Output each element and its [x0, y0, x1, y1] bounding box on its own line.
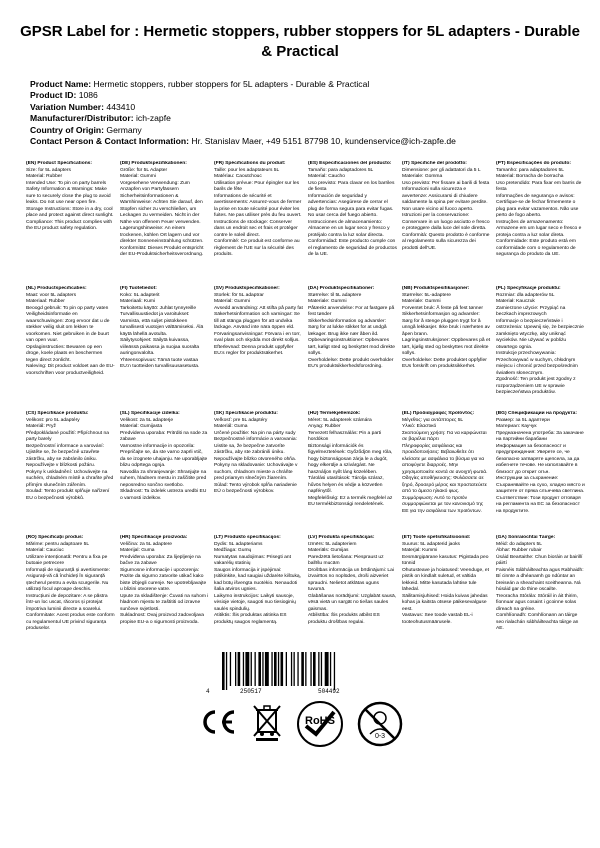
spec-heading: (GA) Sonraíochtaí Táirge:	[496, 535, 556, 540]
barcode-bar	[222, 652, 225, 690]
spec-heading: (HR) Specifikacije proizvoda:	[120, 535, 188, 540]
info-manufacturer: Manufacturer/Distributor: ich-zapfe	[30, 113, 171, 124]
spec-heading: (CS) Specifikace produktu:	[26, 411, 89, 416]
spec-block	[402, 411, 491, 529]
compliance-logos	[0, 700, 600, 760]
spec-heading: (FI) Tuotetiedot:	[120, 286, 157, 291]
barcode-bar	[258, 652, 261, 686]
barcode-bar	[301, 652, 304, 686]
spec-block	[496, 535, 585, 653]
spec-text: Maat: voor 5L adapters Materiaal: Rubber Beoogd gebruik: To pin op party vaten Veiligheidsinformatie en waarschuwingen: Zorg ervoor dat u de stekker veilig sluit om lekken te voorkomen. Niet gebruiken in de buurt van open vuur. Opslaginstructies: Bewaren op een droge, koele plaats en beschermen tegen direct zonlicht. Naleving: Dit product voldoet aan de EU-voorschriften voor productveiligheid.	[26, 292, 115, 376]
spec-text: Størrelse: til 5L adaptere Materiale: Gummi Påtænkt anvendelse: For at fastgøre på fest tønder Sikkerhedsinformation og advarsler: Sørg for at lukke stikket for at undgå lækager. Brug ikke nær åben ild. Opbevaringsinstruktioner: Opbevares tørt, køligt sted og beskyttet mod direkte sollys. Overholdelse: Dette produkt overholder EU's produktsikkerhedsforordning.	[308, 292, 395, 369]
spec-heading: (RO) Specificații produs:	[26, 535, 84, 540]
spec-heading: (ET) Toote spetsifikatsioonid:	[402, 535, 471, 540]
barcode-bar	[297, 652, 298, 686]
info-contact: Contact Person & Contact Information: Hr. Stanislav Maer, +49 5151 87798 10, kundenservice@ich-zapfe.de	[30, 136, 456, 147]
product-info	[30, 79, 590, 147]
barcode-bars	[220, 652, 380, 690]
spec-block	[308, 286, 397, 404]
spec-heading: (DE) Produktspezifikationen:	[120, 161, 187, 166]
barcode-bar	[271, 652, 272, 686]
barcode-bar	[321, 652, 322, 686]
spec-text: Veľkosť: pre 5L adaptéry Materiál: Guma Určené použitie: Na pin na párty sudy Bezpečnostné informácie a varovania: Uistite sa, že bezpečne zatvoríte zástrčku, aby ste zabránili úniku. Nepoužívajte blízko otvoreného ohňa. Pokyny na skladovanie: Uchovávajte v suchom, chladnom mieste a chráňte pred priamym slnečným žiarením. Súlad: Tento výrobok spĺňa nariadenie EÚ o bezpečnosti výrobkov.	[214, 417, 298, 494]
spec-text: Størrelse: 5L-adaptere Materiale: Gummi Forventet bruk: Å feste på fest tønner Sikkerhetsinformasjon og advarsler: Sørg for å stenge pluggen trygt for å unngå lekkasjer. Ikke bruk i nærheten av åpen brann. Lagringsinstruksjoner: Oppbevares på et tørt, kjølig sted og beskyttes mot direkte sollys. Overholdelse: Dette produktet oppfyller EUs forskrift om produktsikkerhet.	[402, 292, 491, 369]
page-title: GPSR Label for : Hermetic stoppers, rubber stoppers for 5L adapters - Durable & Practical	[20, 23, 580, 60]
spec-heading: (IT) Specifiche del prodotto:	[402, 161, 467, 166]
spec-block	[402, 161, 491, 279]
weee-bin-icon	[252, 702, 282, 742]
spec-text: Méret: 5L adapterek számára Anyag: Rubber Tervezett felhasználás: Pin a parti hordókon Biztonsági információk és figyelmeztetések: Győződjön meg róla, hogy biztonságosan zárja le a dugót, hogy elkerülje a szivárgást. Ne használjon nyílt láng közelében. Tárolási utasítások: Tárolja száraz, hűvös helyen és védje a közvetlen napfénytől. Megfelelőség: Ez a termék megfelel az EU termékbiztonsági rendeletének.	[308, 417, 393, 507]
spec-text: Méid: do adapters 5L Ábhar: Rubber rubair Úsáid Beartaithe: Chun bioráin ar bairillí páirtí Faisnéis Sábháilteachta agus Rabhaidh: Bí cinnte a dhéanamh go ndúntar an breiseán a sheachaint sceitheanna. Ná húsáid gar do thine oscailte. Treoracha Stórála: Stóráil in áit thirim, fionnuar agus cosaint i gcoinne solas díreach na gréine. Comhlíonadh: Comhlíonann an táirge seo rialachán sábháilteachta táirge an AE.	[496, 541, 584, 631]
barcode-bar	[294, 652, 295, 686]
spec-block	[496, 286, 585, 404]
barcode-bar	[286, 652, 287, 686]
barcode-bar	[330, 652, 331, 686]
barcode-digit-prefix: 4	[206, 688, 210, 695]
spec-block	[496, 161, 585, 279]
spec-block	[496, 411, 585, 529]
barcode-bar	[318, 652, 319, 686]
spec-text: Dydis: 5L adapteriams Medžiaga: Gumų Numatytas naudojimas: Prisegti ant vakarėlių statinių Saugos informacija ir įspėjimai: Įsitikinkite, kad saugiai uždarėte kištuką, kad būtų išvengta nuotėkio. Nenaudoti šalia atviros ugnies. Laikymo instrukcijos: Laikyti sausoje, vėsioje vietoje, saugoti nuo tiesioginių saulės spindulių. Atitiktis: Šis produktas atitinka ES produktų saugos reglamentą.	[214, 541, 301, 625]
spec-text: Velikost: za 5L adapterje Material: Gumijasta Predvidena uporaba: Pritrditi na sode za zabave Varnostne informacije in opozorila: Prepričajte se, da ste varno zaprli vtič, da se izognete uhajanju. Ne uporabljajte blizu odprtega ognja. Navodila za shranjevanje: Shranjujte na suhem, hladnem mestu in zaščitite pred neposredno sončno svetlobo. Skladnost: Ta izdelek ustreza uredbi EU o varnosti izdelkov.	[120, 417, 208, 501]
spec-heading: (FR) Spécifications du produit:	[214, 161, 286, 166]
barcode-bar	[291, 652, 292, 686]
spec-block	[402, 286, 491, 404]
spec-text: Koko: 5L adapterit Materiaali: Kumi Tarkoitettu käyttö: Juhlat tynnyreille Turvallisuustiedot ja varoitukset: Varmista, että suljet pistokkeen turvallisesti vuotojen välttämiseksi. Älä käytä lähellä avotulta. Säilytysohjeet: Säilytä kuivassa, viileässä paikassa ja suojaa suoralta auringonvalolta. Yhteensopivuus: Tämä tuote vastaa EU:n tuotteiden turvallisuusasetusta.	[120, 292, 204, 369]
spec-block	[26, 535, 115, 653]
spec-block	[214, 161, 303, 279]
spec-heading: (PT) Especificações do produto:	[496, 161, 571, 166]
info-country-of-origin: Country of Origin: Germany	[30, 124, 142, 135]
ce-mark-icon	[198, 708, 238, 736]
barcode-bar	[281, 652, 284, 686]
spec-heading: (DA) Produktspecifikationer:	[308, 286, 375, 291]
spec-text: Velikost: pro 5L adaptéry Materiál: Pryž Předpokládané použití: Připíchnout na party barely Bezpečnostní informace a varování: Ujistěte se, že bezpečně uzavřete zástrčku, aby se zabránilo úniku. Nepoužívejte v blízkosti požáru. Pokyny k uskladnění: Uchovávejte na suchém, chladném místě a chraňte před přímým slunečním zářením. Soulad: Tento produkt splňuje nařízení EU o bezpečnosti výrobků.	[26, 417, 114, 501]
spec-text: Mărime: pentru adaptoare 5L Material: Cauciuc Utilizare intenționată: Pentru a fixa pe butoaie petrecere Informații de siguranță și avertismente: Asigurați-vă că închideți în siguranță ștecherul pentru a evita scurgerile. Nu utilizați focul aproape deschis. Instrucțiuni de depozitare: A se păstra într-un loc uscat, răcoros și protejat împotriva luminii directe a soarelui. Conformitate: Acest produs este conform cu regulamentul UE privind siguranța produselor.	[26, 541, 115, 631]
barcode-bar	[313, 652, 316, 686]
info-product-id: Product ID: 1086	[30, 90, 98, 101]
age-warning-icon	[356, 700, 404, 748]
barcode-bar	[305, 652, 306, 686]
barcode-bar	[245, 652, 249, 686]
spec-block	[120, 286, 209, 404]
spec-heading: (NB) Produktspesifikasjoner:	[402, 286, 470, 291]
spec-text: Tamanho: para adaptadores 5L Material: Borracha de borracha Uso pretendido: Para fixar em barris de festa Informações de segurança e avisos: Certifique-se de fechar firmemente o plug para evitar vazamentos. Não use perto de fogo aberto. Instruções de armazenamento: Armazene em um lugar seco e fresco e proteja contra a luz solar direta. Conformidade: Este produto está em conformidade com o regulamento de segurança do produto da UE.	[496, 167, 582, 257]
spec-block	[308, 535, 397, 653]
spec-text: Storlek: för 5L adaptrar Material: Gummi Avsedd användning: Att stifta på party fat Säkerhetsinformation och varningar: Se till att stänga pluggen för att undvika läckage. Använd inte nära öppen eld. Förvaringsanvisningar: Förvara i en torr, sval plats och skydda mot direkt solljus. Efterlevnad: Denna produkt uppfyller EU:s regler för produktsäkerhet.	[214, 292, 303, 356]
spec-heading: (NL) Productspecificaties:	[26, 286, 87, 291]
spec-block	[308, 411, 397, 529]
spec-heading: (HU) Termékjellemzők:	[308, 411, 361, 416]
spec-heading: (PL) Specyfikacje produktu:	[496, 286, 561, 291]
barcode-bar	[310, 652, 311, 686]
ean-barcode	[220, 652, 380, 690]
barcode-digits-right: 504492	[318, 688, 340, 695]
barcode-bar	[235, 652, 236, 686]
spec-text: Veličina: za 5L adaptere Materijal: Guma Predviđena uporaba: Za lijepljenje na bačve za zabave Sigurnosne informacije i upozorenja: Pazite da sigurno zatvorite utikač kako biste izbjegli curenje. Ne upotrebljavajte u blizini otvorene vatre. Upute za skladištenje: Čuvati na suhom i hladnom mjestu te zaštititi od izravne sunčeve svjetlosti. Sukladnost: Ovaj proizvod zadovoljava propise EU-a o sigurnosti proizvoda.	[120, 541, 209, 625]
barcode-bar	[251, 652, 252, 686]
spec-block	[26, 411, 115, 529]
spec-text: Taille: pour les adaptateurs 5L Matériau: Caoutchouc Utilisation prévue: Pour épingler sur les barils de fête Informations de sécurité et avertissements: Assurez-vous de fermer la prise en toute sécurité pour éviter les fuites. Ne pas utiliser près du feu ouvert. Instructions de stockage: Conserver dans un endroit sec et frais et protéger contre le soleil direct. Conformité: Ce produit est conforme au règlement de l'UE sur la sécurité des produits.	[214, 167, 302, 257]
barcode-bar	[226, 652, 227, 690]
rohs-compliant-icon	[296, 700, 344, 748]
info-variation-number: Variation Number: 443410	[30, 101, 136, 112]
spec-block	[26, 161, 115, 279]
spec-heading: (BG) Спецификации на продукта:	[496, 411, 577, 416]
barcode-bar	[325, 652, 329, 686]
barcode-bar	[243, 652, 244, 686]
spec-text: Size: for 5L adapters Material: Rubber Intended Use: To pin on party barrels Safety Information & Warnings: Make sure to securely close the plug to avoid leaks. Do not use near open fire. Storage Instructions: Store in a dry, cool place and protect against direct sunlight. Compliance: This product complies with the EU product safety regulation.	[26, 167, 114, 231]
barcode-bar	[230, 652, 231, 686]
spec-text: Μέγεθος: για αντάπτορες 5L Υλικό: Ελαστικό Σκοπούμενη χρήση: Για να καρφώνεται σε βαρέλια πάρτι Πληροφορίες ασφάλειας και προειδοποιήσεις: Βεβαιωθείτε ότι κλείσατε με ασφάλεια το βύσμα για να αποφύγετε διαρροές. Μην χρησιμοποιείτε κοντά σε ανοιχτή φωτιά. Οδηγίες αποθήκευσης: Φυλάσσετε σε ξηρό, δροσερό μέρος και προστατεύετε από το άμεσο ηλιακό φως. Συμμόρφωση: Αυτό το προϊόν συμμορφώνεται με τον κανονισμό της ΕΕ για την ασφάλεια των προϊόντων.	[402, 417, 488, 514]
barcode-digits-left: 250517	[240, 688, 262, 695]
spec-text: Größe: für 5L Adapter Material: Gummi Vorgesehene Verwendung: Zum Anzapfen von Partyfässern Sicherheitsinformationen & Warnhinweise: Achten Sie darauf, den Stopfen sicher zu verschließen, um Leckagen zu vermeiden. Nicht in der Nähe von offenem Feuer verwenden. Lagerungshinweise: An einem trockenen, kühlen Ort lagern und vor direkter Sonneneinstrahlung schützen. Konformität: Dieses Produkt entspricht der EU-Produktsicherheitsverordnung.	[120, 167, 204, 257]
barcode-bar	[255, 652, 256, 686]
spec-block	[26, 286, 115, 404]
barcode-bar	[262, 652, 263, 686]
spec-text: Izmērs: 5L adapteriem Materiāls: Gumijas Paredzētā lietošana: Piespraust uz ballīšu mucām Drošības informācija un brīdinājumi: Lai izvairītos no noplūdes, droši aizveriet spraudni. Nelietot atklātas uguns tuvumā. Glabāšanas norādījumi: Uzglabāt sausā, vēsā vietā un sargāt no tiešas saules gaismas. Atbilstība: Šis produkts atbilst ES produktu drošības regulai.	[308, 541, 397, 625]
barcode-bar	[238, 652, 241, 686]
spec-heading: (ES) Especificaciones del producto:	[308, 161, 392, 166]
spec-block	[120, 161, 209, 279]
spec-heading: (SL) Specifikacije izdelka:	[120, 411, 180, 416]
barcode-bar	[334, 652, 335, 690]
age-label: 0-3	[374, 733, 386, 740]
spec-heading: (LT) Produkto specifikacijos:	[214, 535, 281, 540]
spec-block	[402, 535, 491, 653]
barcode-bar	[278, 652, 279, 686]
spec-heading: (SK) Špecifikácie produktu:	[214, 411, 278, 416]
spec-heading: (EN) Product Specifications:	[26, 161, 93, 166]
spec-block	[120, 411, 209, 529]
spec-text: Suurus: 5L adapterid jaoks Materjal: Kummi Eesmärgipärane kasutus: Pigistada peo tünnid Ohutusteave ja hoiatused: Veenduge, et pistik on kindlalt suletud, et vältida lekkeid. Mitte kasutada lahtise tule lähedal. Säilitamisjuhised: Hoida kuivas jahedas kohas ja kaitsta otsese päikesevalguse eest. Vastavus: See toode vastab EL-i tooteohutusmäärusele.	[402, 541, 490, 625]
spec-block	[214, 286, 303, 404]
info-product-name: Product Name: Hermetic stoppers, rubber stoppers for 5L adapters - Durable & Practical	[30, 79, 370, 89]
spec-text: Размер: за 5L адаптери Материал: Каучук Предназначена употреба: За закачане на партийни барабани Информация за безопасност и предупреждения: Уверете се, че безопасно затваряте щепсела, за да избегнете течове. Не използвайте в близост до открит огън. Инструкции за съхранение: Съхранявайте на сухо, хладно място и защитете от пряка слънчева светлина. Съответствие: Този продукт отговаря на регламента на ЕС за безопасност на продуктите.	[496, 417, 585, 514]
spec-block	[308, 161, 397, 279]
spec-text: Tamaño: para adaptadores 5L Material: Caucho Uso previsto: Para clavar en los barriles de fiesta Información de seguridad y advertencias: Asegúrese de cerrar el plug de forma segura para evitar fugas. No usar cerca del fuego abierto. Instrucciones de almacenamiento: Almacene en un lugar seco y fresco y protéjalo contra la luz solar directa. Conformidad: Este producto cumple con el reglamento de seguridad de productos de la UE.	[308, 167, 397, 257]
spec-block	[120, 535, 209, 653]
barcode-bar	[265, 652, 269, 686]
spec-text: Rozmiar: dla adapterów 5L Materiał: Kauczuk Zamierzone użycie: Przypiąć na beczkach imprezowych Informacje o bezpieczeństwie i ostrzeżenia: Upewnij się, że bezpiecznie zamknięto wtyczkę, aby uniknąć wycieków. Nie używać w pobliżu otwartego ognia. Instrukcje przechowywania: Przechowywać w suchym, chłodnym miejscu i chronić przed bezpośrednim światłem słonecznym. Zgodność: Ten produkt jest zgodny z rozporządzeniem UE w sprawie bezpieczeństwa produktów.	[496, 292, 584, 395]
rohs-label: RoHS	[305, 715, 335, 727]
spec-heading: (EL) Προδιαγραφές προϊόντος:	[402, 411, 475, 416]
spec-heading: (LV) Produkta specifikācijas:	[308, 535, 375, 540]
barcode-bar	[274, 652, 277, 686]
spec-block	[214, 535, 303, 653]
spec-heading: (SV) Produktspecifikationer:	[214, 286, 280, 291]
spec-block	[214, 411, 303, 529]
spec-text: Dimensione: per gli adattatori da 5 L Materiale: Gomma Uso previsto: Per fissare ai barili di festa Informazioni sulla sicurezza e avvertenze: Assicurarsi di chiudere saldamente la spina per evitare perdite. Non usare vicino al fuoco aperto. Istruzioni per la conservazione: Conservare in un luogo asciutto e fresco e proteggere dalla luce del sole diretta. Conformità: Questo prodotto è conforme al regolamento sulla sicurezza dei prodotti dell'UE.	[402, 167, 490, 251]
